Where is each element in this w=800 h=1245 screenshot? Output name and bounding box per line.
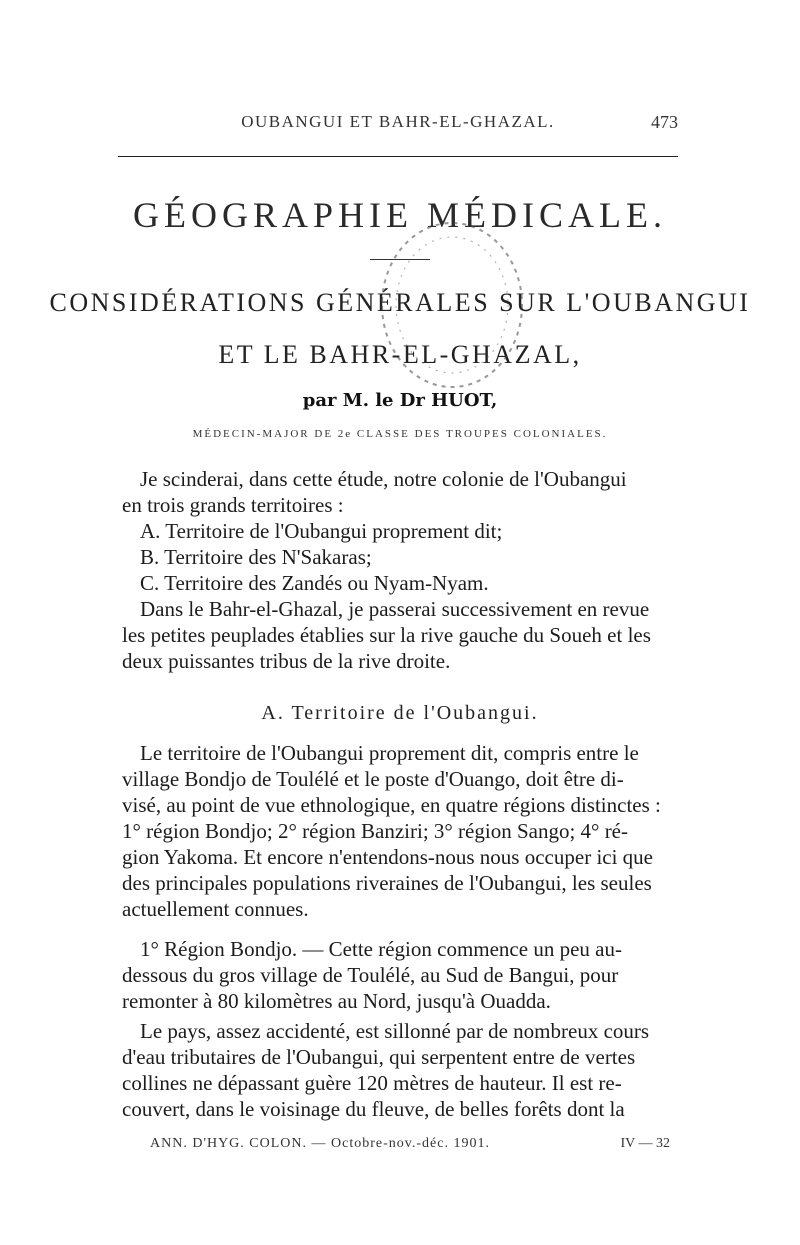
body-line: gion Yakoma. Et encore n'entendons-nous nous occuper ici que (122, 845, 653, 869)
article-title: GÉOGRAPHIE MÉDICALE. (133, 195, 667, 235)
list-item: A. Territoire de l'Oubangui proprement dit; (140, 519, 503, 543)
body-line: Je scinderai, dans cette étude, notre colonie de l'Oubangui (140, 467, 627, 491)
body-line: remonter à 80 kilomètres au Nord, jusqu'à Ouadda. (122, 989, 551, 1013)
author-byline: par M. le Dr HUOT, (302, 390, 498, 411)
list-item: C. Territoire des Zandés ou Nyam-Nyam. (140, 571, 489, 595)
body-line: collines ne dépassant guère 120 mètres de hauteur. Il est re- (122, 1071, 622, 1095)
running-title: OUBANGUI ET BAHR-EL-GHAZAL. (241, 112, 555, 131)
body-line: visé, au point de vue ethnologique, en quatre régions distinctes : (122, 793, 661, 817)
body-line: 1° Région Bondjo. — Cette région commence un peu au- (140, 937, 622, 961)
body-line: dessous du gros village de Toulélé, au Sud de Bangui, pour (122, 963, 619, 987)
body-line: Dans le Bahr-el-Ghazal, je passerai successivement en revue (140, 597, 650, 621)
body-line: des principales populations riveraines de l'Oubangui, les seules (122, 871, 652, 895)
body-line: les petites peuplades établies sur la rive gauche du Soueh et les (122, 623, 651, 647)
list-item: B. Territoire des N'Sakaras; (140, 545, 372, 569)
body-line: actuellement connues. (122, 897, 309, 921)
body-line: en trois grands territoires : (122, 493, 344, 517)
page-number: 473 (651, 112, 678, 132)
signature-mark: IV — 32 (620, 1136, 670, 1151)
running-head (118, 112, 678, 136)
journal-citation: ANN. D'HYG. COLON. — Octobre-nov.-déc. 1901. (150, 1136, 490, 1151)
subtitle-line-1: CONSIDÉRATIONS GÉNÉRALES SUR L'OUBANGUI (49, 288, 751, 317)
subtitle-line-2: ET LE BAHR-EL-GHAZAL, (218, 340, 582, 369)
header-rule (118, 156, 678, 157)
body-line: Le pays, assez accidenté, est sillonné par de nombreux cours (140, 1019, 650, 1043)
body-line: village Bondjo de Toulélé et le poste d'Ouango, doit être di- (122, 767, 624, 791)
body-line: couvert, dans le voisinage du fleuve, de belles forêts dont la (122, 1097, 625, 1121)
author-rank: MÉDECIN-MAJOR DE 2e CLASSE DES TROUPES COLONIALES. (192, 428, 608, 440)
page-footer (150, 1136, 670, 1156)
section-heading: A. Territoire de l'Oubangui. (261, 702, 539, 724)
body-line: d'eau tributaires de l'Oubangui, qui serpentent entre de vertes (122, 1045, 636, 1069)
body-line: Le territoire de l'Oubangui proprement dit, compris entre le (140, 741, 639, 765)
title-rule (370, 259, 430, 260)
body-line: deux puissantes tribus de la rive droite. (122, 649, 451, 673)
body-line: 1° région Bondjo; 2° région Banziri; 3° région Sango; 4° ré- (122, 819, 628, 843)
